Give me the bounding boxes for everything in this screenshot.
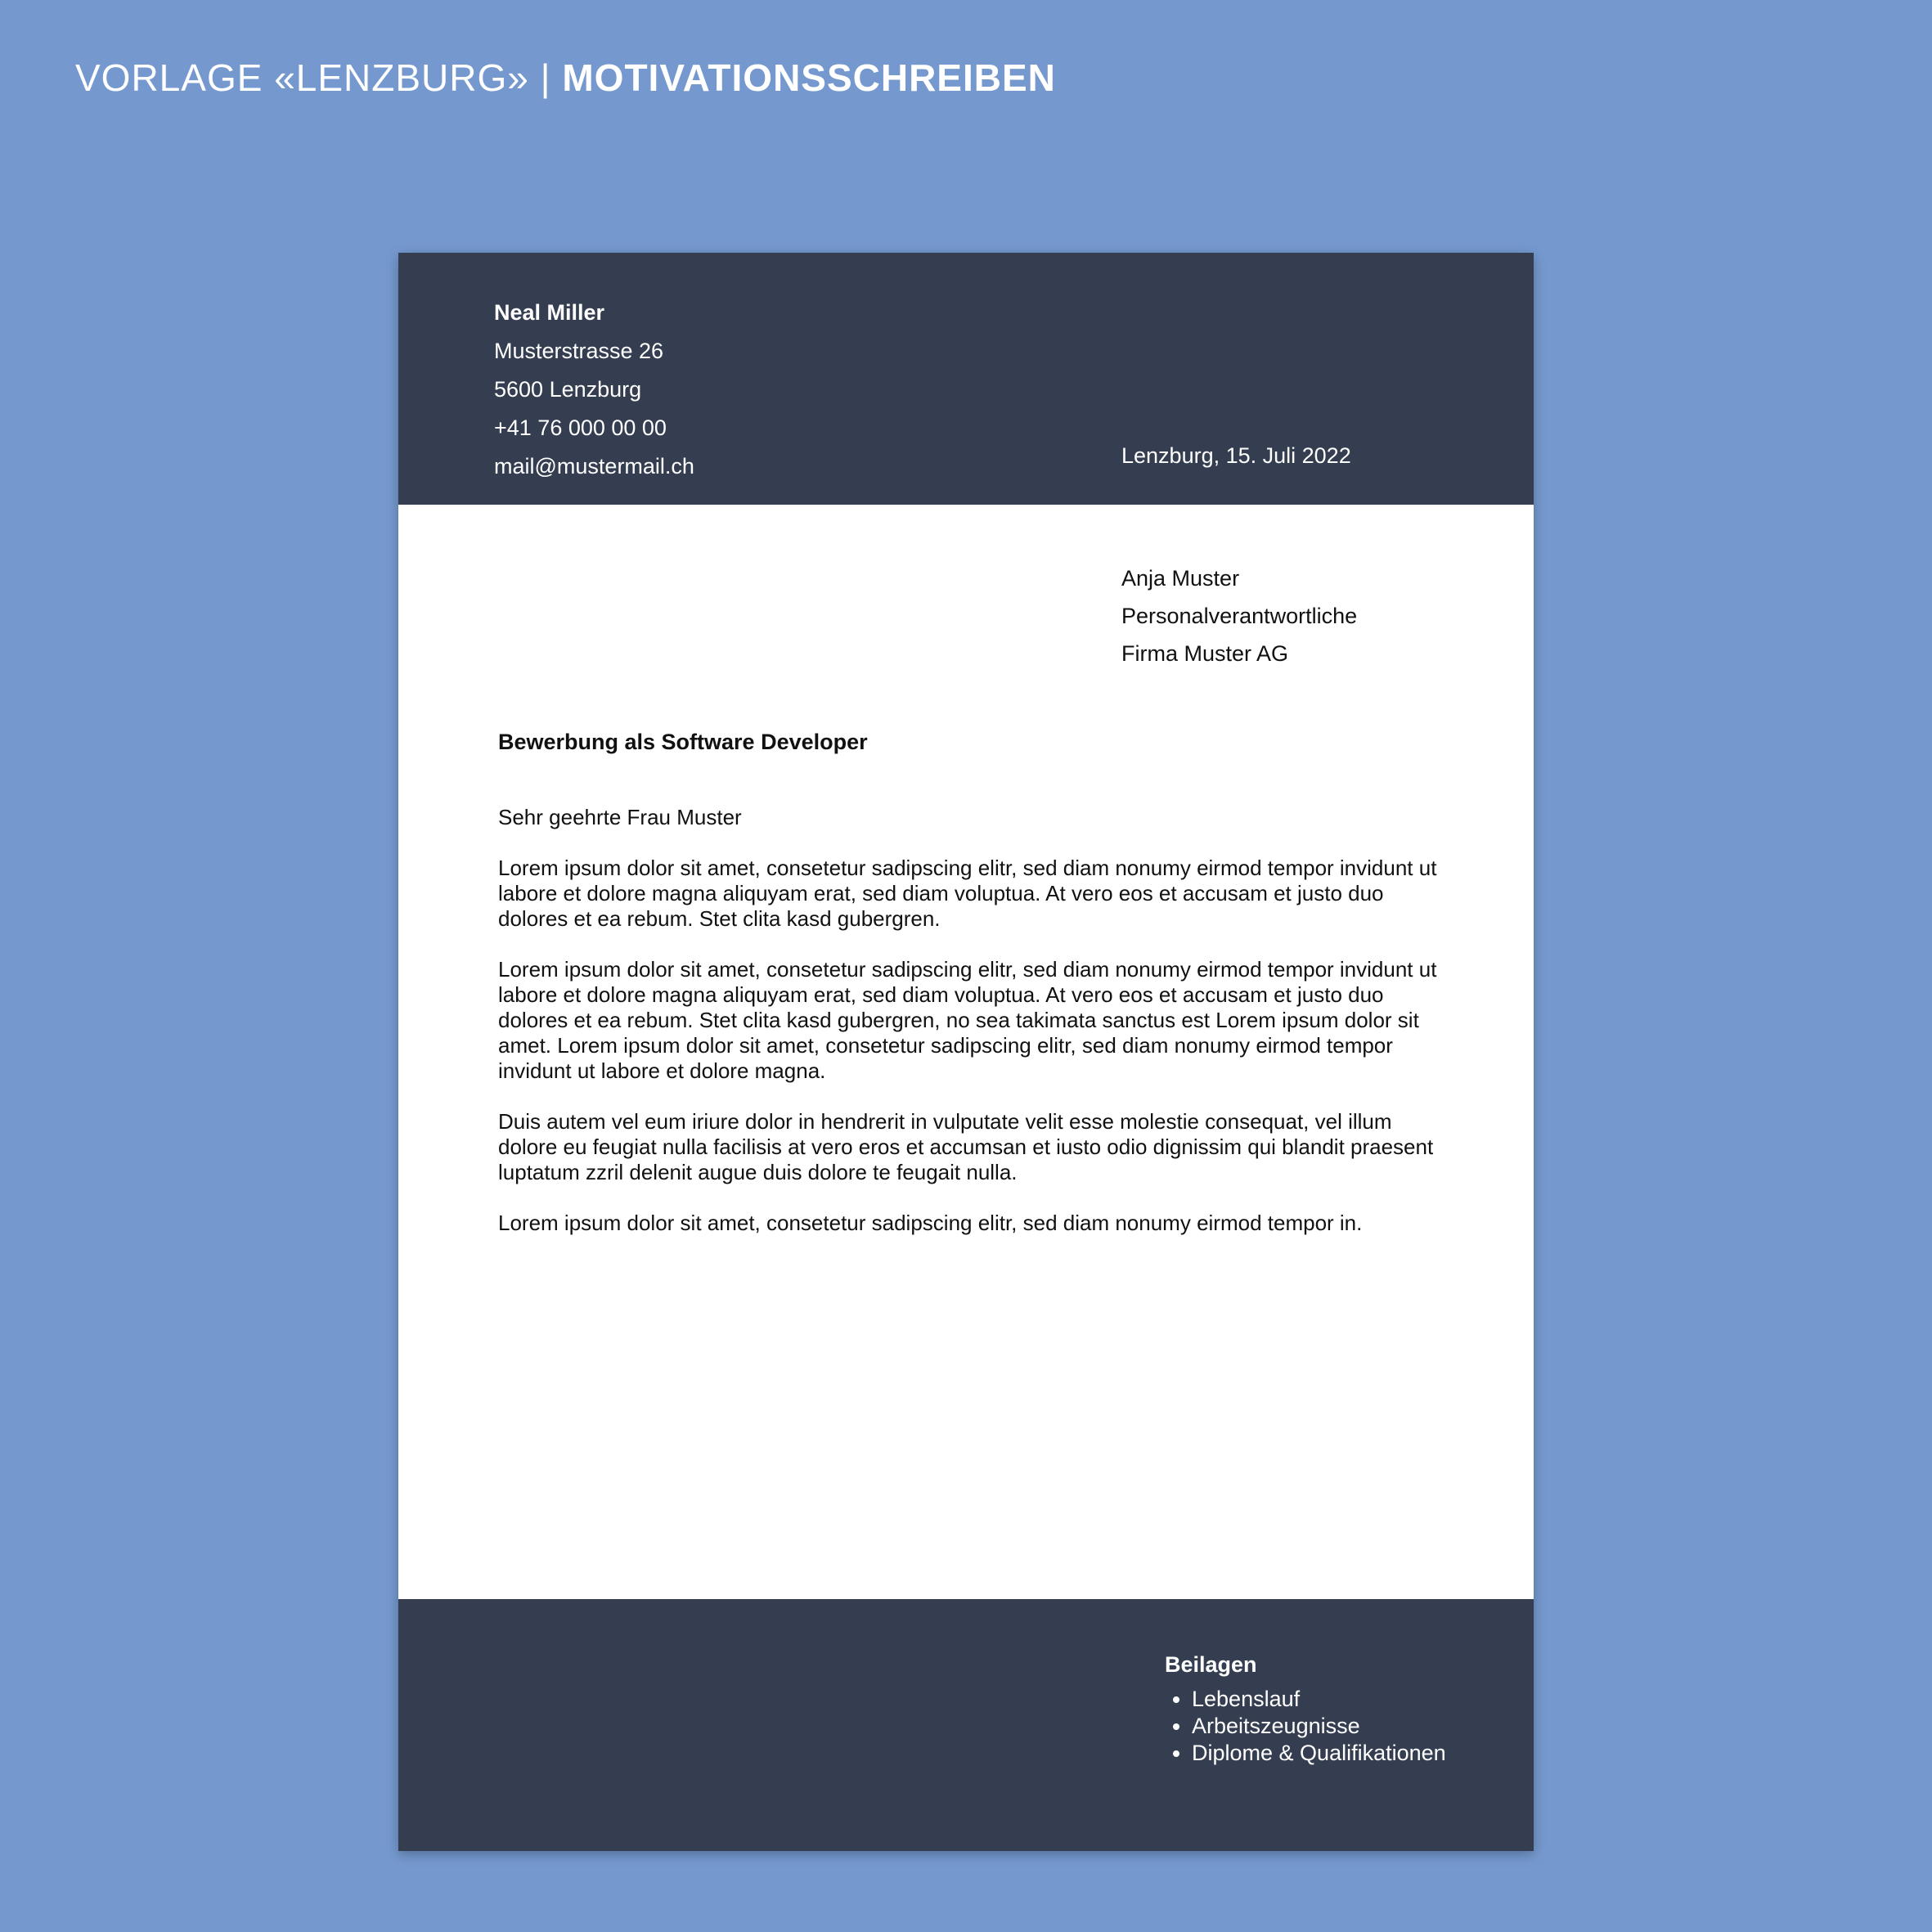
enclosure-item: • Arbeitszeugnisse — [1192, 1713, 1446, 1740]
letter-sheet — [398, 253, 1534, 1851]
heading-title: MOTIVATIONSSCHREIBEN — [562, 56, 1056, 99]
sender-street: Musterstrasse 26 — [494, 339, 664, 363]
body-paragraph: Lorem ipsum dolor sit amet, consetetur sadipscing elitr, sed diam nonumy eirmod tempor in. — [498, 1211, 1363, 1235]
body-paragraph: Lorem ipsum dolor sit amet, consetetur sadipscing elitr, sed diam nonumy eirmod tempor invidunt ut labore et dolore magna aliquyam erat, sed diam voluptua. At vero eos et accusam et justo duo dolores et ea rebum. Stet clita kasd gubergren, no sea takimata sanctus est Lorem ipsum dolor sit amet. Lorem ipsum dolor sit amet, consetetur sadipscing elitr, sed diam nonumy eirmod tempor invidunt ut labore et dolore magna. — [498, 957, 1437, 1083]
letter-footer-band — [398, 1599, 1534, 1851]
letter-date: Lenzburg, 15. Juli 2022 — [1121, 443, 1351, 468]
page-heading — [75, 56, 1056, 100]
enclosures-block — [1165, 1652, 1446, 1767]
enclosures-list — [1165, 1686, 1446, 1767]
sender-name: Neal Miller — [494, 300, 605, 325]
body-paragraph: Lorem ipsum dolor sit amet, consetetur sadipscing elitr, sed diam nonumy eirmod tempor invidunt ut labore et dolore magna aliquyam erat, sed diam voluptua. At vero eos et accusam et justo duo dolores et ea rebum. Stet clita kasd gubergren. — [498, 856, 1437, 931]
sender-email: mail@mustermail.ch — [494, 454, 694, 479]
enclosures-title: Beilagen — [1165, 1652, 1257, 1677]
letter-header-band — [398, 253, 1534, 505]
letter-body — [498, 805, 1447, 1261]
sender-phone: +41 76 000 00 00 — [494, 416, 667, 440]
enclosure-item: • Lebenslauf — [1192, 1686, 1446, 1713]
enclosure-item: • Diplome & Qualifikationen — [1192, 1740, 1446, 1767]
body-paragraph: Duis autem vel eum iriure dolor in hendrerit in vulputate velit esse molestie consequat, vel illum dolore eu feugiat nulla facilisis at vero eros et accumsan et iusto odio dignissim qui blandit praesent luptatum zzril delenit augue duis dolore te feugait nulla. — [498, 1109, 1434, 1184]
sender-block — [494, 294, 694, 486]
sender-city: 5600 Lenzburg — [494, 377, 642, 402]
recipient-name: Anja Muster — [1121, 566, 1240, 591]
letter-subject: Bewerbung als Software Developer — [498, 730, 868, 754]
recipient-block — [1121, 559, 1357, 672]
recipient-role: Personalverantwortliche — [1121, 604, 1358, 628]
salutation: Sehr geehrte Frau Muster — [498, 805, 742, 829]
heading-prefix: VORLAGE «LENZBURG» | — [75, 56, 563, 99]
recipient-company: Firma Muster AG — [1121, 641, 1289, 666]
